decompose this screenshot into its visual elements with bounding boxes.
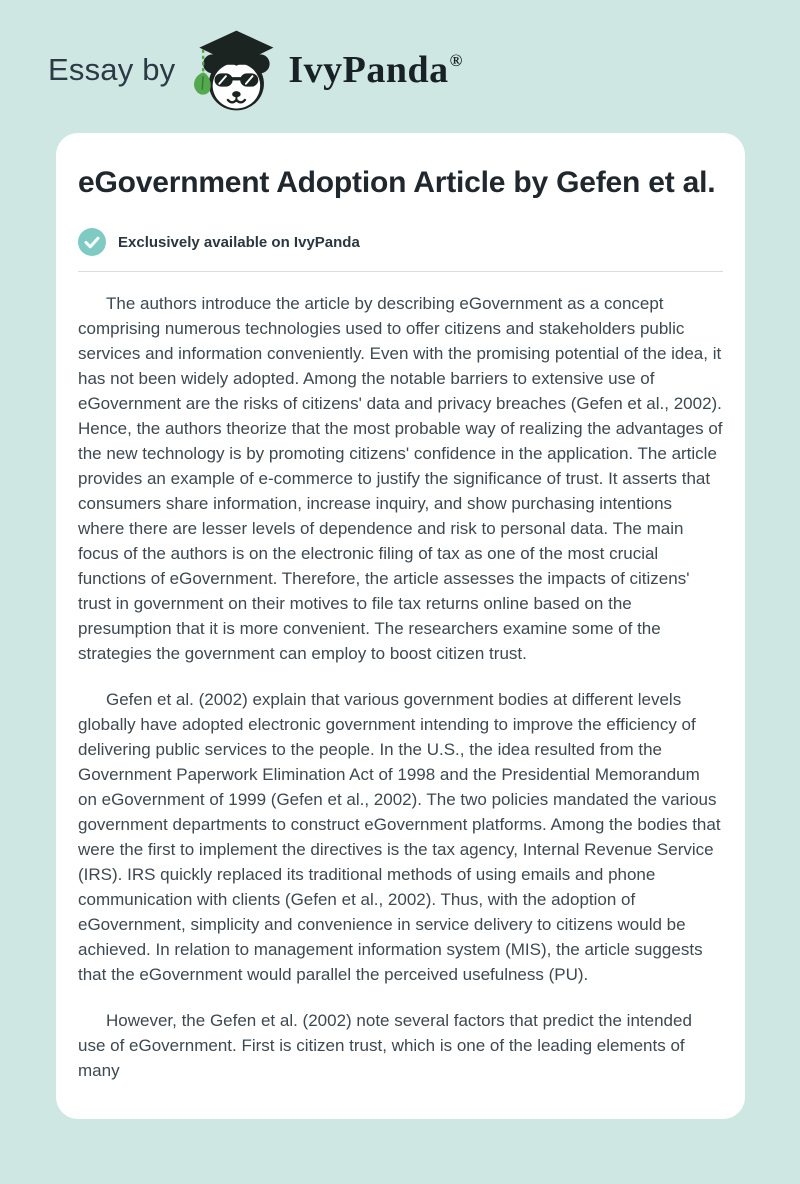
essay-card [56, 133, 745, 1119]
header [48, 24, 800, 116]
page-title: eGovernment Adoption Article by Gefen et al. [78, 166, 716, 199]
registered-mark: ® [449, 51, 463, 70]
page [0, 24, 800, 1119]
header-prefix: Essay by [48, 52, 176, 87]
ivypanda-panda-graduate-icon [187, 24, 282, 116]
badge-label: Exclusively available on IvyPanda [118, 233, 360, 251]
paragraph-2: Gefen et al. (2002) explain that various government bodies at different levels globally have adopted electronic government intending to improve the efficiency of delivering public services to the people. In the U.S., the idea resulted from the Government Paperwork Elimination Act of 1998 and the Presidential Memorandum on eGovernment of 1999 (Gefen et al., 2002). The two policies mandated the various government departments to construct eGovernment platforms. Among the bodies that were the first to implement the directives is the tax agency, Internal Revenue Service (IRS). IRS quickly replaced its traditional methods of using emails and phone communication with clients (Gefen et al., 2002). Thus, with the adoption of eGovernment, simplicity and convenience in service delivery to citizens would be achieved. In relation to management information system (MIS), the article suggests that the eGovernment would parallel the perceived usefulness (PU). [78, 690, 721, 984]
paragraph-1: The authors introduce the article by describing eGovernment as a concept comprising numerous technologies used to offer citizens and stakeholders public services and information conveniently. Even with the promising potential of the idea, it has not been widely adopted. Among the notable barriers to extensive use of eGovernment are the risks of citizens' data and privacy breaches (Gefen et al., 2002). Hence, the authors theorize that the most probable way of realizing the advantages of the new technology is by promoting citizens' confidence in the application. The article provides an example of e-commerce to justify the significance of trust. It asserts that consumers share information, increase inquiry, and show purchasing intentions where there are lesser levels of dependence and risk to personal data. The main focus of the authors is on the electronic filing of tax as one of the most crucial functions of eGovernment. Therefore, the article assesses the impacts of citizens' trust in government on their motives to file tax returns online based on the presumption that it is more convenient. The researchers examine some of the strategies the government can employ to boost citizen trust. [78, 294, 723, 663]
divider [78, 271, 723, 272]
exclusive-badge [78, 228, 723, 256]
brand-name [288, 48, 462, 92]
check-icon [78, 228, 106, 256]
brand-text: IvyPanda [288, 49, 449, 91]
paragraph-3: However, the Gefen et al. (2002) note several factors that predict the intended use of eGovernment. First is citizen trust, which is one of the leading elements of many [78, 1011, 692, 1080]
